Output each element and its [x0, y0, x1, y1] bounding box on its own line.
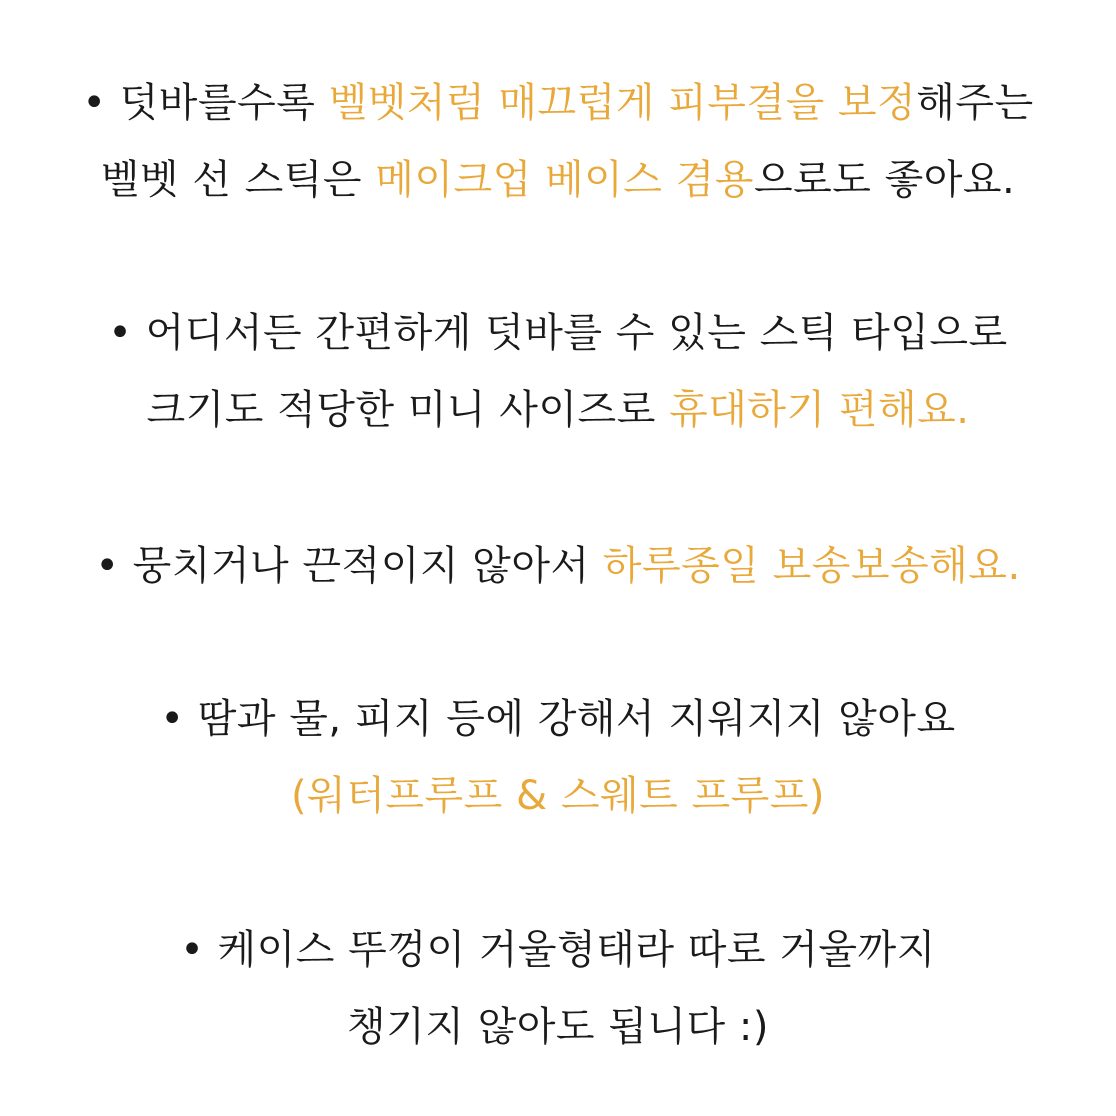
highlight-segment: (워터프루프 & 스웨트 프루프)	[290, 773, 826, 819]
highlight-segment: 메이크업 베이스 겸용	[375, 157, 754, 203]
text-segment: 해주는	[916, 80, 1034, 126]
feature-5-line-2	[0, 999, 1116, 1055]
text-segment: • 케이스 뚜껑이 거울형태라 따로 거울까지	[180, 927, 936, 973]
feature-4-line-1	[0, 691, 1116, 747]
feature-1-line-2	[0, 152, 1116, 208]
text-segment: 벨벳 선 스틱은	[100, 157, 376, 203]
text-segment: • 어디서든 간편하게 덧바를 수 있는 스틱 타입으로	[108, 310, 1008, 356]
feature-4-line-2	[0, 768, 1116, 824]
text-segment: 으로도 좋아요.	[753, 157, 1016, 203]
text-segment: 크기도 적당한 미니 사이즈로	[146, 387, 670, 433]
feature-3-line-1	[0, 538, 1116, 594]
highlight-segment: 벨벳처럼 매끄럽게 피부결을 보정	[328, 80, 917, 126]
text-segment: 챙기지 않아도 됩니다 :)	[347, 1004, 769, 1050]
text-segment: • 덧바를수록	[82, 80, 329, 126]
text-segment: • 뭉치거나 끈적이지 않아서	[95, 543, 603, 589]
feature-5-line-1	[0, 922, 1116, 978]
text-segment: • 땀과 물, 피지 등에 강해서 지워지지 않아요	[160, 696, 956, 742]
feature-2-line-2	[0, 382, 1116, 438]
feature-1-line-1	[0, 75, 1116, 131]
feature-2-line-1	[0, 305, 1116, 361]
highlight-segment: 하루종일 보송보송해요.	[602, 543, 1021, 589]
highlight-segment: 휴대하기 편해요.	[669, 387, 970, 433]
